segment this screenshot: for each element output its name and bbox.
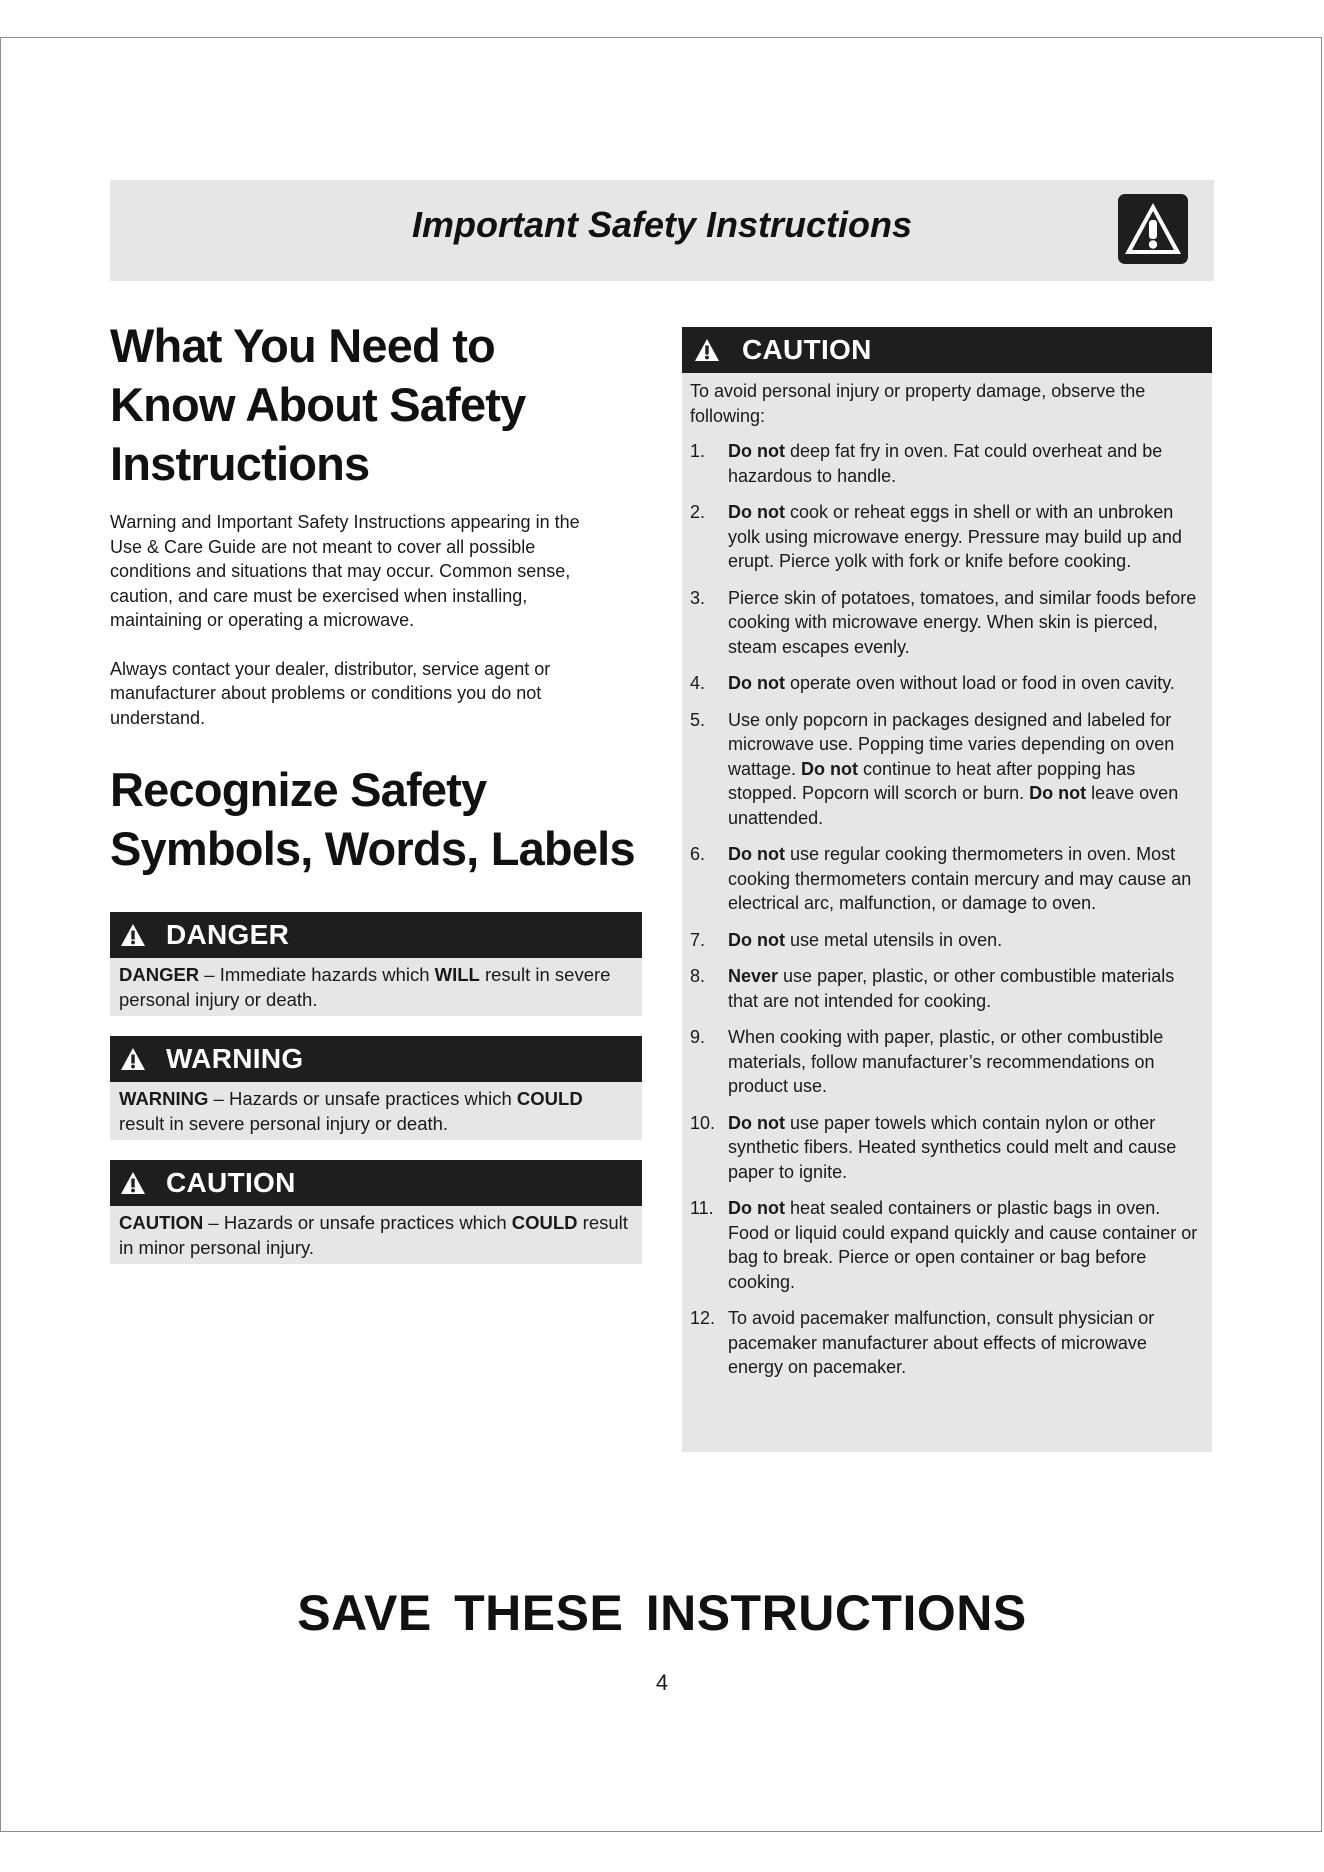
caution-item-run: use paper towels which contain nylon or other synthetic fibers. Heated synthetics could melt and cause paper to ignite. [728, 1112, 1177, 1182]
caution-item [690, 1306, 1204, 1380]
caution-item-emphasis: Do not [728, 844, 785, 864]
caution-item [690, 842, 1204, 916]
danger-bar [110, 912, 642, 958]
warning-title: WARNING [166, 1043, 304, 1074]
intro-heading-line: Know About Safety [110, 378, 526, 431]
danger-lead: DANGER [119, 964, 200, 985]
caution-item-emphasis: Do not [728, 929, 785, 950]
caution-item [690, 586, 1204, 660]
caution-item-number: 5. [690, 709, 706, 730]
intro-paragraph-1 [110, 510, 655, 633]
warning-keyword: COULD [516, 1088, 583, 1109]
caution-item-text [728, 1306, 1204, 1380]
caution-item-number: 9. [690, 1027, 706, 1047]
caution-item-number: 2. [690, 502, 706, 522]
caution-item-text [728, 1196, 1204, 1294]
caution-item-run: When cooking with paper, plastic, or other combustible materials, follow manufacturer’s recommendations on product use. [728, 1027, 1164, 1096]
caution-list [682, 439, 1212, 1380]
text-line: understand. [110, 707, 206, 728]
caution-item-text [728, 1111, 1204, 1185]
caution-item-text [728, 708, 1204, 831]
caution-item-number: 11. [690, 1198, 714, 1218]
caution-item-text [728, 671, 1204, 696]
symbols-heading-line: Symbols, Words, Labels [110, 822, 635, 875]
caution-item-number: 12. [690, 1308, 716, 1328]
caution-item-number: 10. [690, 1112, 716, 1133]
text-line: caution, and care must be exercised when installing, [110, 585, 528, 606]
caution-item-emphasis: Do not [801, 758, 859, 779]
text-line: Use & Care Guide are not meant to cover all possible [110, 536, 536, 557]
caution-item-run: Pierce skin of potatoes, tomatoes, and similar foods before cooking with microwave energy. When skin is pierced, steam escapes evenly. [728, 587, 1197, 657]
caution-item-number: 3. [690, 587, 706, 608]
caution-panel-bar [682, 327, 1212, 373]
warning-description [110, 1082, 642, 1140]
caution-keyword: COULD [511, 1212, 578, 1233]
danger-description [110, 958, 642, 1016]
caution-item-emphasis: Do not [728, 441, 785, 461]
symbols-heading-line: Recognize Safety [110, 763, 487, 816]
warning-rest: result in severe personal injury or death. [119, 1112, 449, 1134]
caution-item-text [728, 500, 1204, 574]
intro-heading [110, 316, 655, 493]
danger-rest: result in severe personal injury or death. [119, 964, 611, 1010]
caution-item-emphasis: Do not [728, 502, 785, 522]
caution-lead: CAUTION [119, 1212, 204, 1233]
warning-box [110, 1036, 642, 1140]
text-line: maintaining or operating a microwave. [110, 610, 415, 630]
caution-item-run: deep fat fry in oven. Fat could overheat and be hazardous to handle. [728, 441, 1163, 486]
text-line: Always contact your dealer, distributor, service agent or [110, 658, 551, 679]
caution-item-text [728, 964, 1204, 1013]
caution-item-run: continue to heat after popping has stopped. Popcorn will scorch or burn. [728, 758, 1136, 803]
danger-title: DANGER [166, 919, 290, 950]
caution-panel-intro: To avoid personal injury or property damage, observe the following: [690, 381, 1146, 426]
text-line: manufacturer about problems or conditions you do not [110, 683, 542, 703]
warning-triangle-icon [1116, 192, 1190, 266]
left-column [110, 316, 655, 1264]
warning-triangle-icon [694, 338, 720, 362]
caution-item-emphasis: Do not [728, 1112, 785, 1133]
warning-triangle-icon [120, 1171, 146, 1195]
header-title: Important Safety Instructions [411, 204, 913, 245]
caution-item [690, 1196, 1204, 1294]
caution-item-text [728, 1025, 1204, 1099]
intro-heading-line: What You Need to [110, 319, 495, 372]
danger-sep: – Immediate hazards which [199, 964, 435, 985]
danger-box [110, 912, 642, 1016]
caution-sep: – Hazards or unsafe practices which [203, 1212, 512, 1233]
caution-item-run: use regular cooking thermometers in oven. Most cooking thermometers contain mercury and may cause an electrical arc, malfunction, or damage to oven. [728, 844, 1192, 913]
symbols-heading [110, 760, 655, 878]
caution-bar [110, 1160, 642, 1206]
caution-item [690, 439, 1204, 488]
text-line: conditions and situations that may occur. Common sense, [110, 561, 571, 581]
warning-lead: WARNING [119, 1088, 209, 1109]
caution-item-run: heat sealed containers or plastic bags in oven. Food or liquid could expand quickly and cause container or bag to break. Pierce or open container or bag before cooking. [728, 1198, 1198, 1292]
caution-item [690, 1025, 1204, 1099]
caution-item-number: 7. [690, 929, 706, 950]
warning-bar [110, 1036, 642, 1082]
caution-item-emphasis: Never [728, 966, 779, 986]
caution-title: CAUTION [166, 1167, 296, 1198]
caution-item [690, 671, 1204, 696]
header-bar [110, 180, 1214, 281]
warning-sep: – Hazards or unsafe practices which [208, 1088, 517, 1109]
caution-item-text [728, 842, 1204, 916]
caution-item-emphasis: Do not [1029, 783, 1087, 803]
caution-item-number: 4. [690, 673, 706, 693]
caution-item-run: use paper, plastic, or other combustible materials that are not intended for cooking. [728, 966, 1175, 1011]
caution-item-run: Use only popcorn in packages designed and labeled for microwave use. Popping time varies depending on oven wattage. [728, 709, 1175, 779]
caution-box [110, 1160, 642, 1264]
caution-item [690, 1111, 1204, 1185]
danger-keyword: WILL [434, 964, 480, 985]
caution-panel [682, 327, 1212, 1452]
caution-item [690, 964, 1204, 1013]
caution-item-run: use metal utensils in oven. [784, 929, 1003, 950]
caution-panel-title: CAUTION [742, 334, 872, 365]
caution-rest: result in minor personal injury. [119, 1212, 628, 1258]
caution-item [690, 708, 1204, 831]
caution-description [110, 1206, 642, 1264]
caution-item-run: leave oven unattended. [728, 783, 1179, 828]
caution-item-run: To avoid pacemaker malfunction, consult physician or pacemaker manufacturer about effects of microwave energy on pacemaker. [728, 1308, 1155, 1377]
caution-item-run: cook or reheat eggs in shell or with an unbroken yolk using microwave energy. Pressure may build up and erupt. Pierce yolk with fork or knife before cooking. [728, 502, 1182, 571]
caution-item-text [728, 586, 1204, 660]
text-line: Warning and Important Safety Instructions appearing in the [110, 512, 580, 532]
intro-heading-line: Instructions [110, 437, 370, 490]
intro-paragraph-2 [110, 657, 655, 731]
caution-item [690, 500, 1204, 574]
caution-item-number: 8. [690, 966, 706, 986]
caution-item-text [728, 439, 1204, 488]
page-number: 4 [655, 1670, 669, 1695]
caution-item-number: 6. [690, 844, 706, 864]
caution-item-text [728, 928, 1204, 953]
warning-triangle-icon [120, 1047, 146, 1071]
caution-item-emphasis: Do not [728, 1198, 785, 1218]
save-instructions-title: SAVE THESE INSTRUCTIONS [297, 1585, 1027, 1641]
caution-item-number: 1. [690, 441, 706, 461]
caution-item-run: operate oven without load or food in oven cavity. [784, 673, 1175, 693]
caution-item [690, 928, 1204, 953]
caution-item-emphasis: Do not [728, 673, 785, 693]
warning-triangle-icon [120, 923, 146, 947]
